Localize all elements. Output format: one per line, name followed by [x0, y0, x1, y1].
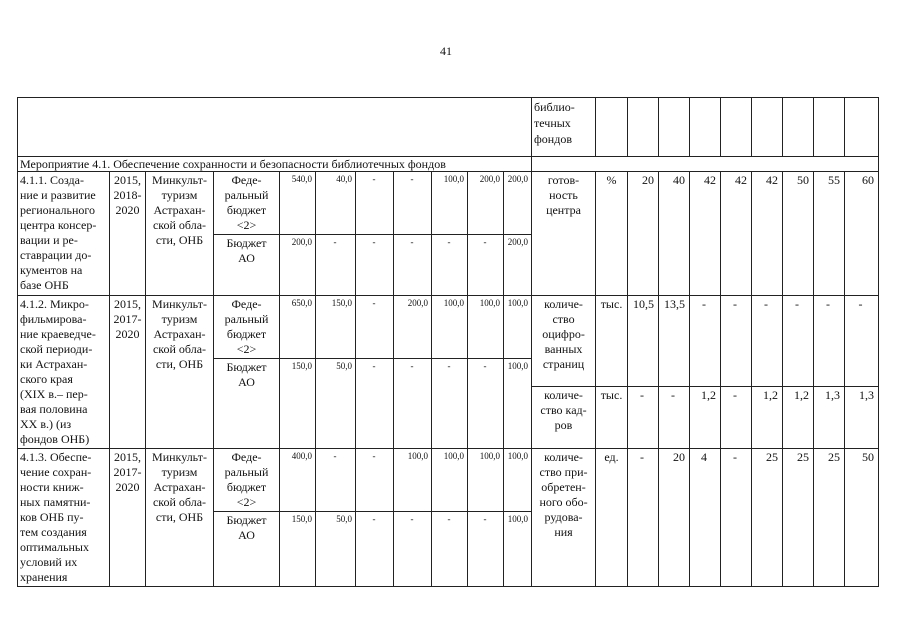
indicator-value: - [721, 296, 752, 387]
event-name: 4.1.1. Созда- ние и развитие регионального центра консер- вации и ре- ставрации до- кументов на базе ОНБ [18, 172, 110, 296]
indicator-value: 50 [845, 449, 879, 587]
funding-value: 100,0 [504, 512, 532, 587]
funding-source: Бюджет АО [214, 235, 280, 296]
indicator-value: 10,5 [628, 296, 659, 387]
table-row [18, 296, 879, 359]
indicator-value: 25 [752, 449, 783, 587]
event-name: 4.1.2. Микро- фильмирова- ние краеведче- ской периоди- ки Астрахан- ского края (XIX в.– пер- вая половина XX в.) (из фондов ОНБ) [18, 296, 110, 449]
indicator-value: 42 [752, 172, 783, 296]
indicator-value: 1,2 [783, 387, 814, 449]
funding-value: - [316, 449, 356, 512]
indicator-value: - [721, 449, 752, 587]
indicator-value: - [814, 296, 845, 387]
funding-value: - [432, 235, 468, 296]
indicator-unit: тыс. [596, 296, 628, 387]
indicator-value: 4 [690, 449, 721, 587]
funding-source: Феде- ральный бюджет <2> [214, 172, 280, 235]
measure-title: Мероприятие 4.1. Обеспечение сохранности и безопасности библиотечных фондов [18, 157, 532, 172]
indicator-value: 1,3 [845, 387, 879, 449]
event-executor: Минкульт- туризм Астрахан- ской обла- сти, ОНБ [146, 449, 214, 587]
header-indicator-cell: библио- течных фондов [532, 98, 596, 157]
event-executor: Минкульт- туризм Астрахан- ской обла- сти, ОНБ [146, 172, 214, 296]
table-row [18, 172, 879, 235]
funding-value: - [432, 512, 468, 587]
funding-value: - [394, 512, 432, 587]
indicator-value: 42 [690, 172, 721, 296]
measure-title-row [18, 157, 879, 172]
indicator-value: 1,2 [752, 387, 783, 449]
funding-value: - [356, 172, 394, 235]
funding-value: 100,0 [504, 449, 532, 512]
funding-value: 200,0 [468, 172, 504, 235]
funding-value: 40,0 [316, 172, 356, 235]
funding-value: 100,0 [468, 449, 504, 512]
indicator-value: - [845, 296, 879, 387]
funding-source: Бюджет АО [214, 359, 280, 449]
event-years: 2015, 2018- 2020 [110, 172, 146, 296]
funding-value: 200,0 [394, 296, 432, 359]
funding-value: - [356, 449, 394, 512]
page-number: 41 [440, 44, 452, 58]
indicator-value: - [721, 387, 752, 449]
funding-source: Феде- ральный бюджет <2> [214, 296, 280, 359]
indicator-name: готов- ность центра [532, 172, 596, 296]
indicator-value: 13,5 [659, 296, 690, 387]
funding-value: 100,0 [432, 172, 468, 235]
funding-value: - [356, 359, 394, 449]
funding-source: Феде- ральный бюджет <2> [214, 449, 280, 512]
funding-value: 100,0 [504, 296, 532, 359]
indicator-name: количе- ство при- обретен- ного обо- рудова- ния [532, 449, 596, 587]
funding-value: 100,0 [432, 296, 468, 359]
indicator-value: 55 [814, 172, 845, 296]
funding-value: - [468, 512, 504, 587]
funding-value: 200,0 [504, 172, 532, 235]
indicator-value: 20 [628, 172, 659, 296]
indicator-value: 50 [783, 172, 814, 296]
funding-source: Бюджет АО [214, 512, 280, 587]
indicator-value: - [690, 296, 721, 387]
event-years: 2015, 2017- 2020 [110, 449, 146, 587]
indicator-name: количе- ство кад- ров [532, 387, 596, 449]
funding-value: 200,0 [504, 235, 532, 296]
indicator-value: 42 [721, 172, 752, 296]
indicator-value: 40 [659, 172, 690, 296]
indicator-unit: ед. [596, 449, 628, 587]
table-row [18, 449, 879, 512]
indicator-value: 25 [814, 449, 845, 587]
funding-value: - [394, 359, 432, 449]
indicator-value: 25 [783, 449, 814, 587]
indicator-value: - [783, 296, 814, 387]
event-years: 2015, 2017- 2020 [110, 296, 146, 449]
indicator-value: 20 [659, 449, 690, 587]
indicator-value: 1,2 [690, 387, 721, 449]
funding-value: 100,0 [504, 359, 532, 449]
header-blank-cell [18, 98, 532, 157]
funding-value: 100,0 [468, 296, 504, 359]
funding-value: 540,0 [280, 172, 316, 235]
funding-value: - [468, 359, 504, 449]
funding-value: 400,0 [280, 449, 316, 512]
indicator-value: 1,3 [814, 387, 845, 449]
funding-value: 100,0 [432, 449, 468, 512]
funding-value: 50,0 [316, 359, 356, 449]
funding-value: - [432, 359, 468, 449]
funding-value: 200,0 [280, 235, 316, 296]
header-continuation-row [18, 98, 879, 157]
funding-value: - [356, 296, 394, 359]
funding-value: - [356, 235, 394, 296]
indicator-unit: % [596, 172, 628, 296]
indicator-value: 60 [845, 172, 879, 296]
indicator-value: - [628, 449, 659, 587]
funding-value: 100,0 [394, 449, 432, 512]
funding-value: 50,0 [316, 512, 356, 587]
indicator-value: - [628, 387, 659, 449]
funding-value: 150,0 [316, 296, 356, 359]
indicator-value: - [752, 296, 783, 387]
funding-value: 150,0 [280, 512, 316, 587]
funding-value: - [468, 235, 504, 296]
funding-value: - [316, 235, 356, 296]
indicator-value: - [659, 387, 690, 449]
program-table [17, 97, 879, 587]
funding-value: 150,0 [280, 359, 316, 449]
funding-value: - [394, 235, 432, 296]
event-executor: Минкульт- туризм Астрахан- ской обла- сти, ОНБ [146, 296, 214, 449]
indicator-name: количе- ство оцифро- ванных страниц [532, 296, 596, 387]
funding-value: - [356, 512, 394, 587]
funding-value: 650,0 [280, 296, 316, 359]
event-name: 4.1.3. Обеспе- чение сохран- ности книж- ных памятни- ков ОНБ пу- тем создания оптимальных условий их хранения [18, 449, 110, 587]
indicator-unit: тыс. [596, 387, 628, 449]
funding-value: - [394, 172, 432, 235]
